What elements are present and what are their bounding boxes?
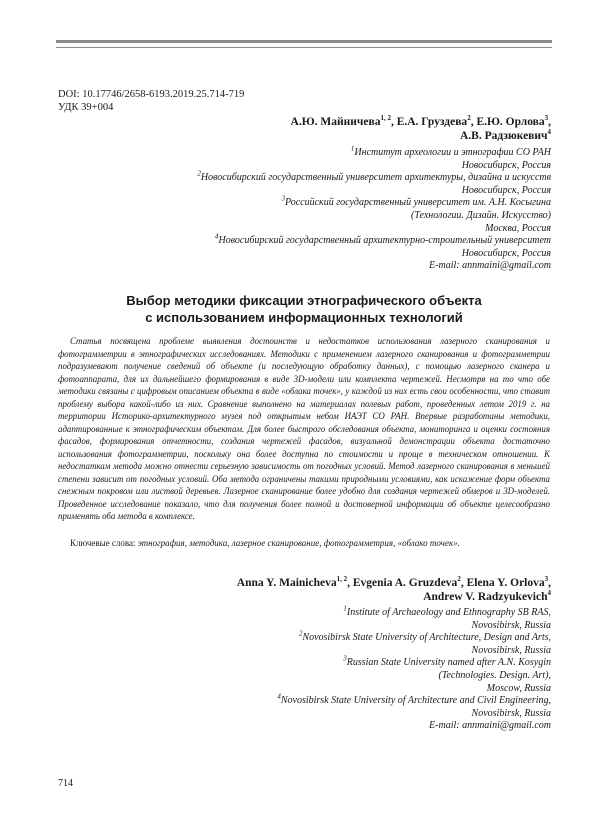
affiliation-text: Novosibirsk, Russia (471, 644, 551, 656)
affiliation-line (277, 629, 551, 645)
ru-authors (291, 115, 551, 143)
affiliation-text: Российский государственный университет им. А.Н. Косыгина (284, 197, 551, 209)
author-name: Е.Ю. Орлова (476, 116, 545, 128)
affiliation-line (197, 144, 551, 160)
affiliation-line (277, 604, 551, 620)
author-separator: , (470, 116, 477, 128)
udk-text: УДК 39+004 (58, 102, 114, 113)
page-number: 714 (58, 778, 73, 789)
affiliation-sup: 4 (215, 232, 219, 241)
author-name: Е.А. Груздева (396, 116, 468, 128)
author-sup: 1, 2 (380, 114, 391, 123)
author-separator: , (548, 577, 551, 589)
author-separator: , (347, 577, 353, 589)
author-sup: 2 (467, 114, 471, 123)
author-sup: 2 (457, 575, 461, 584)
affiliation-text: Moscow, Russia (486, 682, 551, 694)
title-line: Выбор методики фиксации этнографического объекта (126, 293, 482, 308)
affiliation-line (197, 210, 551, 223)
author-name: А.В. Радзюкевич (459, 130, 548, 142)
abstract: Статья посвящена проблеме выявления достоинств и недостатков использования лазерного сканирования и фотограмметрии в этнографических исследованиях. Методики с применением лазерного сканирования и фотограмметрии подразумевают получение сведений об объекте (и последующую обработку данных), с помощью лазерного сканера и фотоаппарата, для их дальнейшего формирования в виде 3D-модели или комплекта чертежей. Несмотря на то что обе методики связаны с цифровым описанием объекта в виде «облака точек», у каждой из них есть свои особенности, что ставит проблему выбора какой-либо из них. Сравнение выполнено на материалах полевых работ, проведенных летом 2019 г. на территории Историко-архитектурного музея под открытым небом ИАЭТ СО РАН. Впервые разработаны методики, адаптированные к этнографическим объектам. Для более быстрого обследования объекта, мониторинга и оценки состояния фасадов, формирования отчетности, создания чертежей фасадов, визуальной демонстрации объекта достаточно использования фотограмметрии, поскольку она более доступна по стоимости и проще в техническом отношении. К недостаткам метода можно отнести серьезную зависимость от погодных условий. Метод лазерного сканирования в меньшей степени зависит от погодных условий. Оба метода ограничены такими природными условиями, как искажение форм объекта снежным покровом или листвой деревьев. Лазерное сканирование более удобно для создания чертежей обмеров и 3D-моделей. Проведенное исследование показало, что для получения более полной и достоверной информации об объекте целесообразно применять оба метода в комплексе. (58, 336, 550, 521)
affiliation-text: (Technologies. Design. Art), (438, 669, 551, 681)
keywords-value: этнография, методика, лазерное сканирование, фотограмметрия, «облако точек». (137, 538, 460, 548)
affiliation-sup: 2 (298, 629, 303, 638)
affiliation-line (277, 620, 551, 633)
author-sup: 4 (547, 128, 551, 137)
affiliation-line (197, 197, 551, 210)
affiliation-line (197, 169, 551, 185)
affiliation-line (277, 720, 551, 733)
affiliation-text: Russian State University named after A.N. Kosygin (346, 657, 551, 669)
header-rule (56, 40, 552, 48)
affiliation-text: Novosibirsk, Russia (471, 707, 551, 719)
author-separator: , (548, 116, 551, 128)
affiliation-text: Novosibirsk State University of Architecture and Civil Engineering, (280, 695, 551, 707)
affiliation-line (197, 260, 551, 273)
author-separator: , (390, 116, 397, 128)
affiliation-text: Novosibirsk, Russia (471, 619, 551, 631)
author-name: Elena Y. Orlova (466, 577, 545, 589)
affiliation-text: Новосибирский государственный архитектурно-строительный университет (218, 235, 551, 247)
title-line: с использованием информационных технологий (145, 310, 463, 325)
affiliation-line (277, 708, 551, 721)
affiliation-text: Novosibirsk State University of Architecture, Design and Arts, (302, 632, 551, 644)
en-affiliations (277, 604, 551, 733)
affiliation-text: Новосибирск, Россия (461, 184, 551, 196)
affiliation-sup: 1 (343, 604, 347, 613)
article-meta (58, 88, 244, 114)
author-sup: 3 (544, 575, 549, 584)
affiliation-sup: 3 (281, 195, 285, 204)
affiliation-text: E-mail: annmaini@gmail.com (429, 720, 551, 732)
affiliation-line (277, 683, 551, 696)
affiliation-line (277, 670, 551, 683)
affiliation-line (277, 645, 551, 658)
keywords (70, 537, 460, 549)
affiliation-text: (Технологии. Дизайн. Искусство) (410, 209, 551, 221)
ru-authors-line1 (291, 115, 551, 129)
article-title (56, 292, 552, 326)
affiliation-line (197, 185, 551, 198)
affiliation-sup: 1 (350, 144, 355, 153)
author-name: Anna Y. Mainicheva (236, 577, 337, 589)
affiliation-line (197, 160, 551, 173)
author-separator: , (460, 577, 467, 589)
author-sup: 3 (544, 114, 549, 123)
author-sup: 1, 2 (336, 575, 348, 584)
en-authors-line2 (237, 590, 551, 604)
affiliation-sup: 3 (343, 655, 347, 664)
en-authors-line1 (237, 576, 551, 590)
author-name: А.Ю. Майничева (290, 116, 381, 128)
en-authors (237, 576, 551, 604)
ru-authors-line2 (291, 129, 551, 143)
affiliation-sup: 4 (277, 692, 281, 701)
doi-text[interactable]: DOI: 10.17746/2658-6193.2019.25.714-719 (58, 89, 245, 100)
affiliation-text: E-mail: annmaini@gmail.com (429, 260, 551, 272)
affiliation-line (197, 232, 551, 248)
affiliation-line (277, 692, 551, 708)
affiliation-line (197, 223, 551, 236)
affiliation-text: Institute of Archaeology and Ethnography SB RAS, (346, 607, 551, 618)
affiliation-sup: 2 (197, 169, 201, 178)
affiliation-text: Институт археологии и этнографии СО РАН (354, 147, 551, 158)
affiliation-line (277, 657, 551, 670)
affiliation-line (197, 248, 551, 261)
affiliation-text: Новосибирск, Россия (461, 159, 551, 171)
affiliation-text: Новосибирский государственный университет архитектуры, дизайна и искусств (200, 172, 551, 184)
author-name: Evgenia A. Gruzdeva (352, 577, 458, 589)
affiliation-text: Москва, Россия (485, 222, 551, 234)
ru-affiliations (197, 144, 551, 273)
keywords-label: Ключевые слова: (70, 538, 136, 548)
affiliation-text: Новосибирск, Россия (461, 247, 551, 259)
author-sup: 4 (547, 589, 551, 598)
author-name: Andrew V. Radzyukevich (423, 591, 548, 603)
